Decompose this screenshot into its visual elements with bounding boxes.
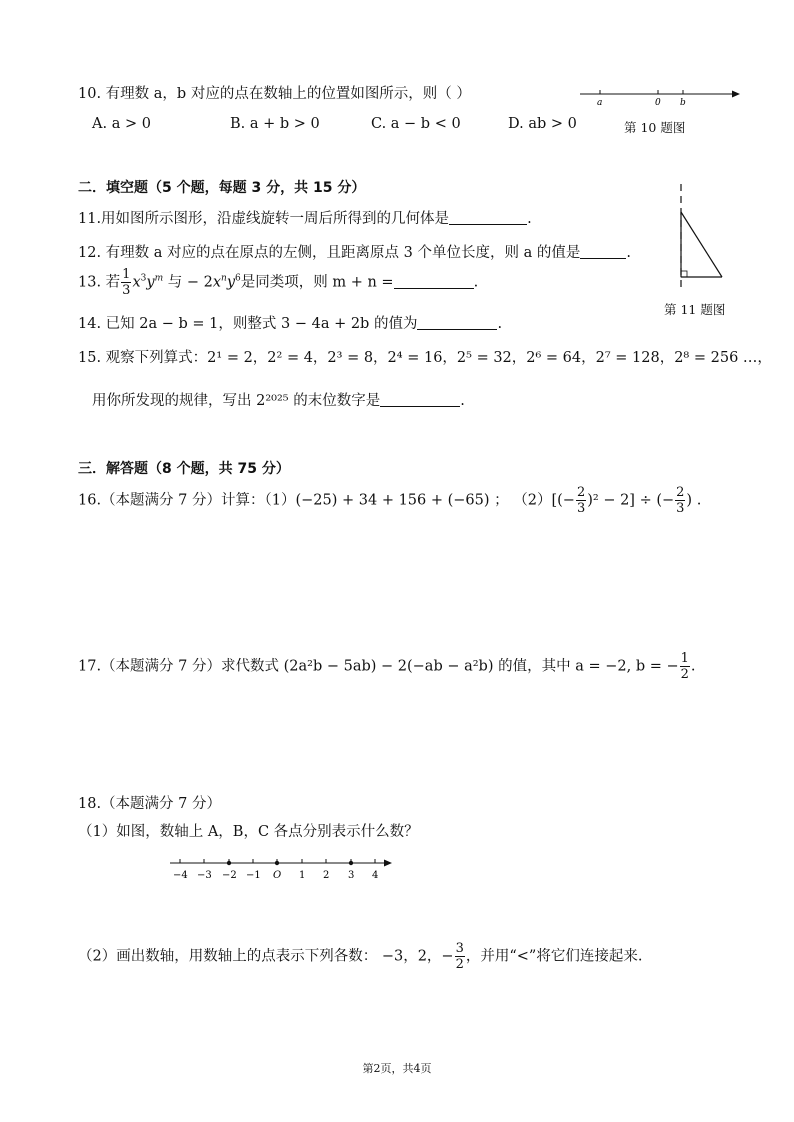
q18-part2: （2）画出数轴，用数轴上的点表示下列各数： −3，2，− $\frac{3}{2}$ ，并用“<”将它们连接起来. <box>78 941 643 972</box>
q10-label-a: a <box>597 98 603 108</box>
q13-text: 13. 若 $\frac{1}{3}$ $x^3y^m$ 与 − $2x^ny^6$是同类项，则 m + n = . <box>78 267 479 298</box>
q10-option-c: C. a − b < 0 <box>371 116 461 132</box>
q11-figure-caption: 第 11 题图 <box>664 302 726 317</box>
q10-label-0: 0 <box>655 98 661 108</box>
q15-line2: 用你所发现的规律，写出 2²⁰²⁵ 的末位数字是 . <box>92 393 465 409</box>
section2-title: 二．填空题（5 个题，每题 3 分，共 15 分） <box>78 180 366 196</box>
q10-option-b: B. a + b > 0 <box>230 116 320 132</box>
point-b <box>275 861 279 865</box>
q11-text: 11.用如图所示图形，沿虚线旋转一周后所得到的几何体是 . <box>78 211 532 227</box>
tick-label: −2 <box>222 870 237 881</box>
point-a <box>227 861 231 865</box>
tick-label: 2 <box>323 870 330 881</box>
tick-label: 3 <box>348 870 355 881</box>
q17-text: 17.（本题满分 7 分）求代数式 (2a²b − 5ab) − 2(−ab − a²b) 的值，其中 a = −2, b = − $\frac{1}{2}$ . <box>78 651 696 682</box>
q10-option-d: D. ab > 0 <box>508 116 577 132</box>
q15-line1: 15. 观察下列算式：2¹ = 2，2² = 4，2³ = 8，2⁴ = 16，2⁵ = 32，2⁶ = 64，2⁷ = 128，2⁸ = 256 …， <box>78 350 772 366</box>
tick-label: −1 <box>246 870 261 881</box>
point-c <box>349 861 353 865</box>
q10-figure-caption: 第 10 题图 <box>624 120 686 135</box>
tick-label: 4 <box>372 870 379 881</box>
q10-stem: 10. 有理数 a，b 对应的点在数轴上的位置如图所示，则（ ） <box>78 86 471 102</box>
q18-part1: （1）如图，数轴上 A，B，C 各点分别表示什么数？ <box>78 824 419 840</box>
tick-label: −3 <box>197 870 212 881</box>
section3-title: 三．解答题（8 个题，共 75 分） <box>78 461 290 477</box>
q16-text: 16.（本题满分 7 分）计算：（1）(−25) + 34 + 156 + (−65) ； （2）[(− $\frac{2}{3}$ )² − 2] ÷ (− $\frac{2}{3}$ ) . <box>78 485 702 516</box>
q18-title: 18.（本题满分 7 分） <box>78 796 222 812</box>
tick-label: O <box>273 870 282 881</box>
tick-label: 1 <box>299 870 306 881</box>
page-footer: 第2页，共4页 <box>362 1062 432 1075</box>
tick-label: −4 <box>173 870 188 881</box>
q10-option-a: A. a > 0 <box>92 116 151 132</box>
q10-label-b: b <box>680 98 686 108</box>
q14-text: 14. 已知 2a − b = 1，则整式 3 − 4a + 2b 的值为 . <box>78 316 503 332</box>
q12-text: 12. 有理数 a 对应的点在原点的左侧，且距离原点 3 个单位长度，则 a 的值是 . <box>78 245 631 261</box>
